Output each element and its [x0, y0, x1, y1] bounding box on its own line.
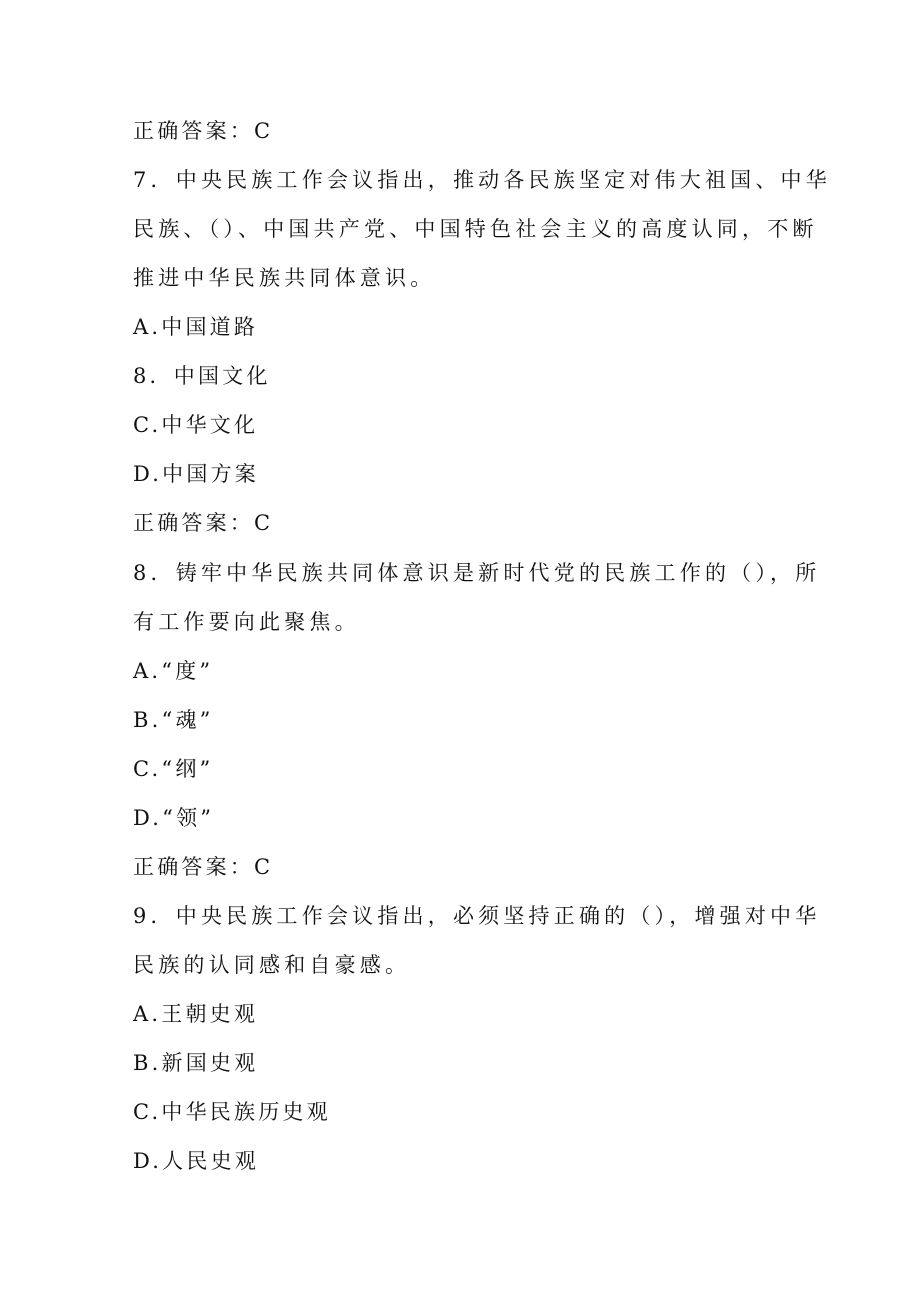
option-d: D.中国方案 — [133, 462, 259, 486]
question-7-line-1: 7．中央民族工作会议指出，推动各民族坚定对伟大祖国、中华 — [133, 168, 831, 192]
option-c: C.中华民族历史观 — [133, 1100, 331, 1124]
answer-line: 正确答案：C — [133, 119, 274, 143]
option-a: A.王朝史观 — [133, 1002, 259, 1026]
option-d: D.“领” — [133, 806, 215, 830]
option-c: C.中华文化 — [133, 413, 259, 437]
question-9-line-2: 民族的认同感和自豪感。 — [133, 953, 411, 977]
question-7-line-3: 推进中华民族共同体意识。 — [133, 266, 436, 290]
option-b: 8．中国文化 — [133, 364, 271, 388]
question-8-line-2: 有工作要向此聚焦。 — [133, 610, 360, 634]
answer-line: 正确答案：C — [133, 511, 274, 535]
option-d: D.人民史观 — [133, 1149, 259, 1173]
option-a: A.中国道路 — [133, 315, 259, 339]
option-a: A.“度” — [133, 659, 214, 683]
answer-line: 正确答案：C — [133, 855, 274, 879]
question-7-line-2: 民族、（）、中国共产党、中国特色社会主义的高度认同，不断 — [133, 217, 818, 241]
question-9-line-1: 9．中央民族工作会议指出，必须坚持正确的（），增强对中华 — [133, 904, 821, 928]
option-c: C.“纲” — [133, 757, 214, 781]
option-b: B.新国史观 — [133, 1051, 259, 1075]
question-8-line-1: 8．铸牢中华民族共同体意识是新时代党的民族工作的（），所 — [133, 561, 821, 585]
option-b: B.“魂” — [133, 708, 214, 732]
